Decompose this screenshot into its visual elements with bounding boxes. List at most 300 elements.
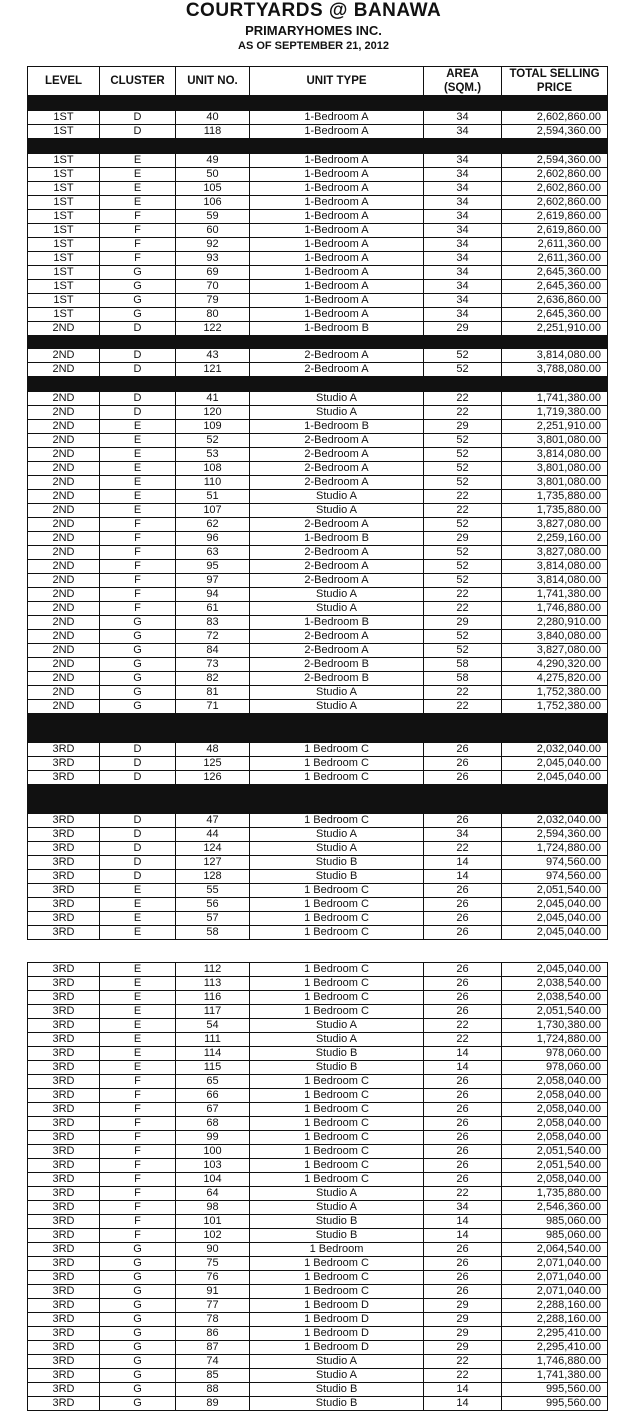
cell-area: 34 [424, 196, 502, 210]
cell-area: 29 [424, 1313, 502, 1327]
table-row [28, 1187, 608, 1201]
col-header-total-price: TOTAL SELLING PRICE [502, 67, 608, 96]
cell-unit-type: Studio A [250, 828, 424, 842]
cell-unit-no: 44 [176, 828, 250, 842]
cell-cluster: E [100, 182, 176, 196]
table-row [28, 1383, 608, 1397]
cell-unit-type: Studio A [250, 1201, 424, 1215]
table-row [28, 644, 608, 658]
cell-total-price: 2,058,040.00 [502, 1103, 608, 1117]
cell-total-price: 2,594,360.00 [502, 154, 608, 168]
cell-level: 2ND [28, 644, 100, 658]
cell-total-price: 2,645,360.00 [502, 266, 608, 280]
cell-unit-no: 92 [176, 238, 250, 252]
cell-cluster: F [100, 238, 176, 252]
section-separator [28, 96, 608, 111]
cell-cluster: E [100, 168, 176, 182]
cell-level: 2ND [28, 476, 100, 490]
cell-unit-no: 66 [176, 1089, 250, 1103]
table-row [28, 842, 608, 856]
cell-area: 14 [424, 1061, 502, 1075]
table-row [28, 1103, 608, 1117]
cell-level: 2ND [28, 588, 100, 602]
cell-unit-type: 1 Bedroom [250, 1243, 424, 1257]
cell-unit-type: Studio A [250, 1187, 424, 1201]
cell-area: 52 [424, 462, 502, 476]
cell-level: 3RD [28, 842, 100, 856]
cell-cluster: E [100, 912, 176, 926]
cell-total-price: 3,827,080.00 [502, 518, 608, 532]
cell-level: 3RD [28, 1117, 100, 1131]
cell-total-price: 978,060.00 [502, 1061, 608, 1075]
cell-unit-no: 96 [176, 532, 250, 546]
cell-total-price: 1,719,380.00 [502, 406, 608, 420]
cell-unit-type: 1-Bedroom A [250, 196, 424, 210]
cell-total-price: 2,058,040.00 [502, 1089, 608, 1103]
cell-unit-no: 62 [176, 518, 250, 532]
cell-cluster: E [100, 1061, 176, 1075]
cell-total-price: 2,251,910.00 [502, 322, 608, 336]
cell-total-price: 995,560.00 [502, 1383, 608, 1397]
cell-total-price: 978,060.00 [502, 1047, 608, 1061]
cell-unit-no: 89 [176, 1397, 250, 1411]
cell-cluster: G [100, 1299, 176, 1313]
table-row [28, 154, 608, 168]
cell-total-price: 2,602,860.00 [502, 168, 608, 182]
cell-cluster: E [100, 490, 176, 504]
cell-cluster: G [100, 1397, 176, 1411]
cell-cluster: G [100, 266, 176, 280]
cell-level: 3RD [28, 1299, 100, 1313]
cell-level: 3RD [28, 1313, 100, 1327]
cell-unit-type: 1 Bedroom C [250, 1285, 424, 1299]
cell-total-price: 2,038,540.00 [502, 977, 608, 991]
cell-area: 34 [424, 252, 502, 266]
cell-area: 26 [424, 771, 502, 785]
cell-total-price: 2,611,360.00 [502, 252, 608, 266]
cell-total-price: 1,735,880.00 [502, 1187, 608, 1201]
cell-cluster: E [100, 1019, 176, 1033]
table-row [28, 771, 608, 785]
cell-unit-no: 114 [176, 1047, 250, 1061]
cell-level: 3RD [28, 1075, 100, 1089]
cell-area: 26 [424, 1243, 502, 1257]
cell-unit-type: 1-Bedroom B [250, 616, 424, 630]
table-row [28, 1131, 608, 1145]
cell-level: 3RD [28, 1089, 100, 1103]
cell-area: 34 [424, 111, 502, 125]
table-row [28, 602, 608, 616]
cell-total-price: 3,801,080.00 [502, 462, 608, 476]
cell-unit-type: 1-Bedroom B [250, 322, 424, 336]
cell-total-price: 2,051,540.00 [502, 884, 608, 898]
cell-unit-type: Studio B [250, 1397, 424, 1411]
cell-area: 52 [424, 630, 502, 644]
cell-unit-no: 121 [176, 363, 250, 377]
cell-unit-no: 68 [176, 1117, 250, 1131]
table-row [28, 700, 608, 714]
cell-unit-type: 1-Bedroom A [250, 154, 424, 168]
cell-unit-type: Studio A [250, 700, 424, 714]
cell-cluster: E [100, 963, 176, 977]
cell-total-price: 3,788,080.00 [502, 363, 608, 377]
cell-level: 3RD [28, 1033, 100, 1047]
cell-area: 22 [424, 686, 502, 700]
cell-area: 26 [424, 991, 502, 1005]
cell-unit-type: 2-Bedroom B [250, 672, 424, 686]
cell-cluster: G [100, 1257, 176, 1271]
cell-cluster: F [100, 1145, 176, 1159]
cell-total-price: 2,636,860.00 [502, 294, 608, 308]
cell-unit-type: 1 Bedroom C [250, 1145, 424, 1159]
cell-unit-type: 1 Bedroom C [250, 1103, 424, 1117]
cell-total-price: 2,058,040.00 [502, 1173, 608, 1187]
cell-total-price: 2,032,040.00 [502, 814, 608, 828]
cell-level: 3RD [28, 1285, 100, 1299]
cell-unit-type: 1-Bedroom B [250, 532, 424, 546]
cell-area: 34 [424, 828, 502, 842]
cell-level: 3RD [28, 1145, 100, 1159]
cell-cluster: G [100, 280, 176, 294]
cell-level: 2ND [28, 462, 100, 476]
cell-unit-no: 106 [176, 196, 250, 210]
cell-unit-type: Studio A [250, 490, 424, 504]
table-row [28, 448, 608, 462]
cell-unit-type: Studio A [250, 392, 424, 406]
cell-unit-type: 1-Bedroom A [250, 294, 424, 308]
cell-level: 3RD [28, 870, 100, 884]
table-row [28, 1005, 608, 1019]
cell-total-price: 2,295,410.00 [502, 1327, 608, 1341]
cell-level: 1ST [28, 308, 100, 322]
table-row [28, 392, 608, 406]
cell-level: 2ND [28, 448, 100, 462]
cell-total-price: 3,801,080.00 [502, 434, 608, 448]
cell-cluster: E [100, 434, 176, 448]
cell-cluster: E [100, 1047, 176, 1061]
cell-cluster: D [100, 743, 176, 757]
cell-unit-no: 47 [176, 814, 250, 828]
cell-area: 52 [424, 560, 502, 574]
cell-total-price: 2,594,360.00 [502, 828, 608, 842]
cell-unit-type: Studio B [250, 870, 424, 884]
cell-unit-type: 1 Bedroom C [250, 771, 424, 785]
cell-unit-type: Studio A [250, 602, 424, 616]
cell-cluster: E [100, 504, 176, 518]
table-row [28, 238, 608, 252]
cell-area: 52 [424, 518, 502, 532]
cell-unit-type: Studio A [250, 842, 424, 856]
cell-level: 2ND [28, 616, 100, 630]
cell-unit-no: 69 [176, 266, 250, 280]
cell-level: 2ND [28, 672, 100, 686]
cell-total-price: 2,259,160.00 [502, 532, 608, 546]
cell-cluster: E [100, 926, 176, 940]
cell-unit-type: 1-Bedroom A [250, 266, 424, 280]
cell-total-price: 3,814,080.00 [502, 448, 608, 462]
cell-unit-no: 55 [176, 884, 250, 898]
table-row [28, 630, 608, 644]
cell-level: 1ST [28, 111, 100, 125]
cell-area: 26 [424, 1005, 502, 1019]
table-row [28, 476, 608, 490]
table-row [28, 898, 608, 912]
cell-level: 3RD [28, 977, 100, 991]
cell-area: 29 [424, 420, 502, 434]
cell-unit-type: 2-Bedroom A [250, 462, 424, 476]
cell-area: 34 [424, 280, 502, 294]
cell-level: 1ST [28, 196, 100, 210]
cell-unit-no: 78 [176, 1313, 250, 1327]
cell-area: 26 [424, 743, 502, 757]
cell-area: 34 [424, 308, 502, 322]
cell-unit-type: 1 Bedroom C [250, 814, 424, 828]
cell-total-price: 2,645,360.00 [502, 280, 608, 294]
cell-cluster: E [100, 884, 176, 898]
cell-level: 3RD [28, 1271, 100, 1285]
cell-unit-type: 2-Bedroom A [250, 434, 424, 448]
cell-unit-no: 124 [176, 842, 250, 856]
cell-unit-no: 100 [176, 1145, 250, 1159]
cell-cluster: F [100, 1215, 176, 1229]
cell-area: 52 [424, 546, 502, 560]
section-separator [28, 139, 608, 154]
cell-unit-no: 41 [176, 392, 250, 406]
cell-area: 14 [424, 1215, 502, 1229]
cell-level: 3RD [28, 1173, 100, 1187]
separator-bar [28, 785, 608, 814]
cell-level: 1ST [28, 224, 100, 238]
cell-cluster: G [100, 1383, 176, 1397]
cell-cluster: G [100, 644, 176, 658]
table-row [28, 406, 608, 420]
cell-unit-type: 1 Bedroom C [250, 991, 424, 1005]
cell-cluster: D [100, 322, 176, 336]
table-row [28, 1075, 608, 1089]
cell-unit-no: 107 [176, 504, 250, 518]
cell-area: 52 [424, 476, 502, 490]
cell-unit-no: 125 [176, 757, 250, 771]
cell-level: 1ST [28, 154, 100, 168]
cell-cluster: D [100, 125, 176, 139]
cell-total-price: 1,741,380.00 [502, 1369, 608, 1383]
cell-unit-type: 2-Bedroom A [250, 644, 424, 658]
table-row [28, 912, 608, 926]
cell-total-price: 2,038,540.00 [502, 991, 608, 1005]
cell-unit-type: 1-Bedroom A [250, 182, 424, 196]
col-header-unit-type: UNIT TYPE [250, 67, 424, 96]
table-row [28, 1285, 608, 1299]
cell-cluster: F [100, 1201, 176, 1215]
col-header-level: LEVEL [28, 67, 100, 96]
table-row [28, 1089, 608, 1103]
cell-cluster: G [100, 294, 176, 308]
cell-unit-type: Studio A [250, 406, 424, 420]
cell-unit-type: 1 Bedroom C [250, 1117, 424, 1131]
cell-total-price: 1,741,380.00 [502, 588, 608, 602]
cell-cluster: F [100, 1103, 176, 1117]
cell-level: 3RD [28, 926, 100, 940]
cell-unit-type: 1 Bedroom C [250, 1089, 424, 1103]
cell-cluster: F [100, 1187, 176, 1201]
cell-level: 3RD [28, 1257, 100, 1271]
cell-area: 26 [424, 963, 502, 977]
table-row [28, 1355, 608, 1369]
cell-level: 2ND [28, 630, 100, 644]
table-row [28, 1047, 608, 1061]
cell-total-price: 1,724,880.00 [502, 842, 608, 856]
cell-unit-no: 72 [176, 630, 250, 644]
cell-area: 34 [424, 210, 502, 224]
cell-level: 3RD [28, 898, 100, 912]
cell-area: 26 [424, 1131, 502, 1145]
cell-unit-no: 109 [176, 420, 250, 434]
cell-cluster: E [100, 1033, 176, 1047]
cell-cluster: D [100, 111, 176, 125]
cell-total-price: 2,058,040.00 [502, 1075, 608, 1089]
cell-area: 58 [424, 672, 502, 686]
cell-area: 34 [424, 125, 502, 139]
cell-unit-type: 1 Bedroom C [250, 743, 424, 757]
cell-total-price: 3,814,080.00 [502, 560, 608, 574]
cell-area: 34 [424, 1201, 502, 1215]
table-row [28, 182, 608, 196]
table-header-row [28, 67, 608, 96]
cell-level: 2ND [28, 574, 100, 588]
cell-unit-type: 1-Bedroom B [250, 420, 424, 434]
cell-unit-no: 64 [176, 1187, 250, 1201]
cell-level: 2ND [28, 504, 100, 518]
cell-cluster: E [100, 1005, 176, 1019]
cell-level: 3RD [28, 1327, 100, 1341]
cell-level: 1ST [28, 280, 100, 294]
cell-total-price: 2,619,860.00 [502, 224, 608, 238]
cell-unit-no: 110 [176, 476, 250, 490]
cell-area: 22 [424, 1355, 502, 1369]
cell-total-price: 2,045,040.00 [502, 926, 608, 940]
cell-level: 3RD [28, 771, 100, 785]
cell-level: 3RD [28, 814, 100, 828]
table-row [28, 1215, 608, 1229]
cell-area: 29 [424, 616, 502, 630]
cell-unit-type: 1 Bedroom C [250, 1173, 424, 1187]
cell-unit-type: 1 Bedroom C [250, 757, 424, 771]
separator-bar [28, 96, 608, 111]
cell-cluster: G [100, 1341, 176, 1355]
table-row [28, 963, 608, 977]
cell-cluster: F [100, 224, 176, 238]
cell-cluster: E [100, 476, 176, 490]
cell-unit-type: Studio B [250, 1383, 424, 1397]
cell-area: 22 [424, 406, 502, 420]
cell-area: 14 [424, 1047, 502, 1061]
cell-unit-no: 81 [176, 686, 250, 700]
cell-unit-no: 97 [176, 574, 250, 588]
cell-total-price: 1,735,880.00 [502, 504, 608, 518]
cell-cluster: D [100, 363, 176, 377]
cell-level: 1ST [28, 210, 100, 224]
section-separator [28, 785, 608, 814]
cell-level: 2ND [28, 560, 100, 574]
cell-unit-no: 85 [176, 1369, 250, 1383]
cell-level: 2ND [28, 349, 100, 363]
cell-unit-no: 54 [176, 1019, 250, 1033]
table-row [28, 658, 608, 672]
cell-unit-no: 60 [176, 224, 250, 238]
cell-total-price: 1,735,880.00 [502, 490, 608, 504]
table-row [28, 196, 608, 210]
table-row [28, 1257, 608, 1271]
cell-unit-no: 88 [176, 1383, 250, 1397]
cell-level: 3RD [28, 1019, 100, 1033]
cell-total-price: 2,051,540.00 [502, 1159, 608, 1173]
cell-cluster: F [100, 1117, 176, 1131]
cell-unit-no: 59 [176, 210, 250, 224]
table-row [28, 111, 608, 125]
cell-cluster: G [100, 1243, 176, 1257]
cell-total-price: 2,619,860.00 [502, 210, 608, 224]
cell-unit-type: 1-Bedroom A [250, 111, 424, 125]
table-row [28, 308, 608, 322]
cell-total-price: 2,032,040.00 [502, 743, 608, 757]
table-row [28, 224, 608, 238]
cell-level: 3RD [28, 1341, 100, 1355]
cell-unit-no: 126 [176, 771, 250, 785]
cell-unit-no: 40 [176, 111, 250, 125]
cell-total-price: 2,602,860.00 [502, 111, 608, 125]
col-header-cluster: CLUSTER [100, 67, 176, 96]
cell-unit-type: 2-Bedroom A [250, 518, 424, 532]
cell-level: 3RD [28, 1187, 100, 1201]
cell-level: 3RD [28, 963, 100, 977]
table-row [28, 884, 608, 898]
cell-unit-type: 1 Bedroom C [250, 963, 424, 977]
cell-unit-type: 1 Bedroom C [250, 1131, 424, 1145]
cell-unit-type: 1-Bedroom A [250, 238, 424, 252]
cell-unit-type: 2-Bedroom B [250, 658, 424, 672]
cell-unit-no: 51 [176, 490, 250, 504]
separator-bar [28, 139, 608, 154]
cell-unit-no: 105 [176, 182, 250, 196]
cell-level: 2ND [28, 363, 100, 377]
cell-cluster: G [100, 630, 176, 644]
cell-unit-no: 94 [176, 588, 250, 602]
cell-unit-type: Studio A [250, 504, 424, 518]
cell-level: 3RD [28, 1061, 100, 1075]
cell-unit-type: 1-Bedroom A [250, 168, 424, 182]
table-row [28, 1159, 608, 1173]
cell-level: 3RD [28, 1243, 100, 1257]
cell-level: 2ND [28, 420, 100, 434]
cell-total-price: 1,746,880.00 [502, 602, 608, 616]
table-row [28, 616, 608, 630]
cell-unit-type: 1 Bedroom C [250, 1271, 424, 1285]
cell-area: 22 [424, 1033, 502, 1047]
cell-total-price: 2,058,040.00 [502, 1131, 608, 1145]
table-row [28, 280, 608, 294]
cell-total-price: 1,741,380.00 [502, 392, 608, 406]
table-row [28, 1173, 608, 1187]
cell-total-price: 2,045,040.00 [502, 757, 608, 771]
cell-level: 3RD [28, 1103, 100, 1117]
cell-area: 26 [424, 757, 502, 771]
cell-area: 26 [424, 1117, 502, 1131]
col-header-area: AREA (SQM.) [424, 67, 502, 96]
section-separator [28, 377, 608, 392]
separator-bar [28, 336, 608, 349]
cell-area: 14 [424, 870, 502, 884]
cell-cluster: F [100, 1075, 176, 1089]
